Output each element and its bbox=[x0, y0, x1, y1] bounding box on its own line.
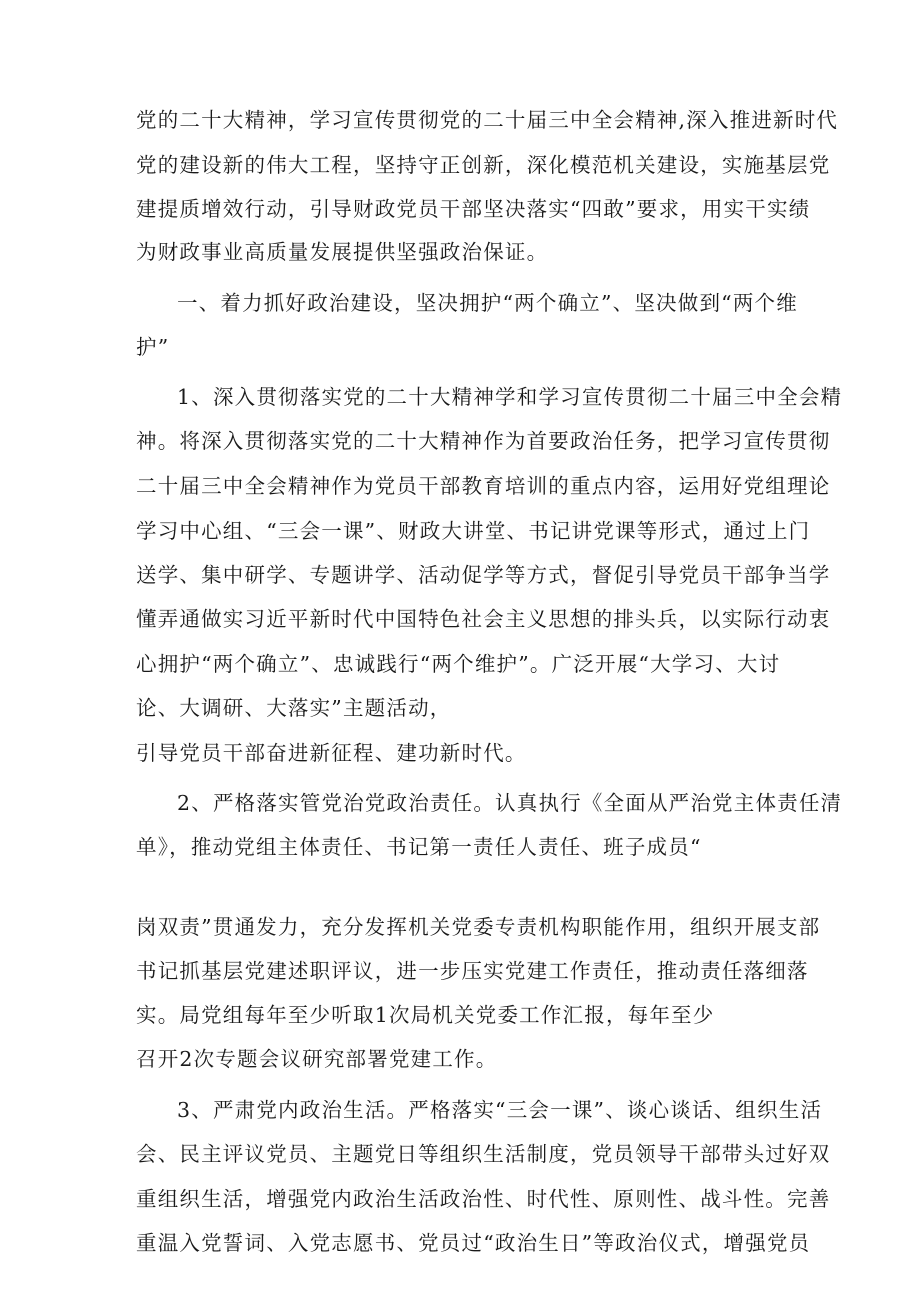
paragraph-line: 引导党员干部奋进新征程、建功新时代。 bbox=[136, 741, 527, 765]
paragraph-line: 书记抓基层党建述职评议，进一步压实党建工作责任，推动责任落细落 bbox=[136, 959, 809, 983]
paragraph-line: 心拥护“两个确立”、忠诚践行“两个维护”。广泛开展“大学习、大讨 bbox=[136, 652, 781, 676]
paragraph-line: 建提质增效行动，引导财政党员干部坚决落实“四敢”要求，用实干实绩 bbox=[136, 197, 811, 221]
paragraph-line: 召开2次专题会议研究部署党建工作。 bbox=[136, 1047, 498, 1071]
paragraph-line: 为财政事业高质量发展提供坚强政治保证。 bbox=[136, 240, 549, 264]
paragraph-line: 重温入党誓词、入党志愿书、党员过“政治生日”等政治仪式，增强党员 bbox=[136, 1231, 811, 1255]
paragraph-line: 学习中心组、“三会一课”、财政大讲堂、书记讲党课等形式，通过上门 bbox=[136, 519, 811, 543]
paragraph-line: 3、严肃党内政治生活。严格落实“三会一课”、谈心谈话、组织生活 bbox=[177, 1098, 823, 1122]
section-heading-continued: 护” bbox=[136, 335, 170, 359]
paragraph-line: 单》，推动党组主体责任、书记第一责任人责任、班子成员“ bbox=[136, 835, 702, 859]
paragraph-line: 神。将深入贯彻落实党的二十大精神作为首要政治任务，把学习宣传贯彻 bbox=[136, 429, 831, 453]
paragraph-line: 实。局党组每年至少听取1次局机关党委工作汇报，每年至少 bbox=[136, 1003, 715, 1027]
paragraph-line: 1、深入贯彻落实党的二十大精神学和学习宣传贯彻二十届三中全会精 bbox=[177, 385, 843, 409]
paragraph-line: 2、严格落实管党治党政治责任。认真执行《全面从严治党主体责任清 bbox=[177, 791, 843, 815]
paragraph-line: 懂弄通做实习近平新时代中国特色社会主义思想的排头兵，以实际行动衷 bbox=[136, 607, 831, 631]
paragraph-line: 送学、集中研学、专题讲学、活动促学等方式，督促引导党员干部争当学 bbox=[136, 563, 831, 587]
paragraph-line: 党的二十大精神，学习宣传贯彻党的二十届三中全会精神,深入推进新时代 bbox=[136, 108, 839, 132]
paragraph-line: 论、大调研、大落实”主题活动， bbox=[136, 696, 452, 720]
paragraph-line: 重组织生活，增强党内政治生活政治性、时代性、原则性、战斗性。完善 bbox=[136, 1187, 831, 1211]
paragraph-line: 党的建设新的伟大工程，坚持守正创新，深化模范机关建设，实施基层党 bbox=[136, 153, 831, 177]
paragraph-line: 二十届三中全会精神作为党员干部教育培训的重点内容，运用好党组理论 bbox=[136, 474, 831, 498]
paragraph-line: 会、民主评议党员、主题党日等组织生活制度，党员领导干部带头过好双 bbox=[136, 1142, 831, 1166]
paragraph-line: 岗双责”贯通发力，充分发挥机关党委专责机构职能作用，组织开展支部 bbox=[136, 915, 821, 939]
section-heading: 一、着力抓好政治建设，坚决拥护“两个确立”、坚决做到“两个维 bbox=[177, 291, 798, 315]
